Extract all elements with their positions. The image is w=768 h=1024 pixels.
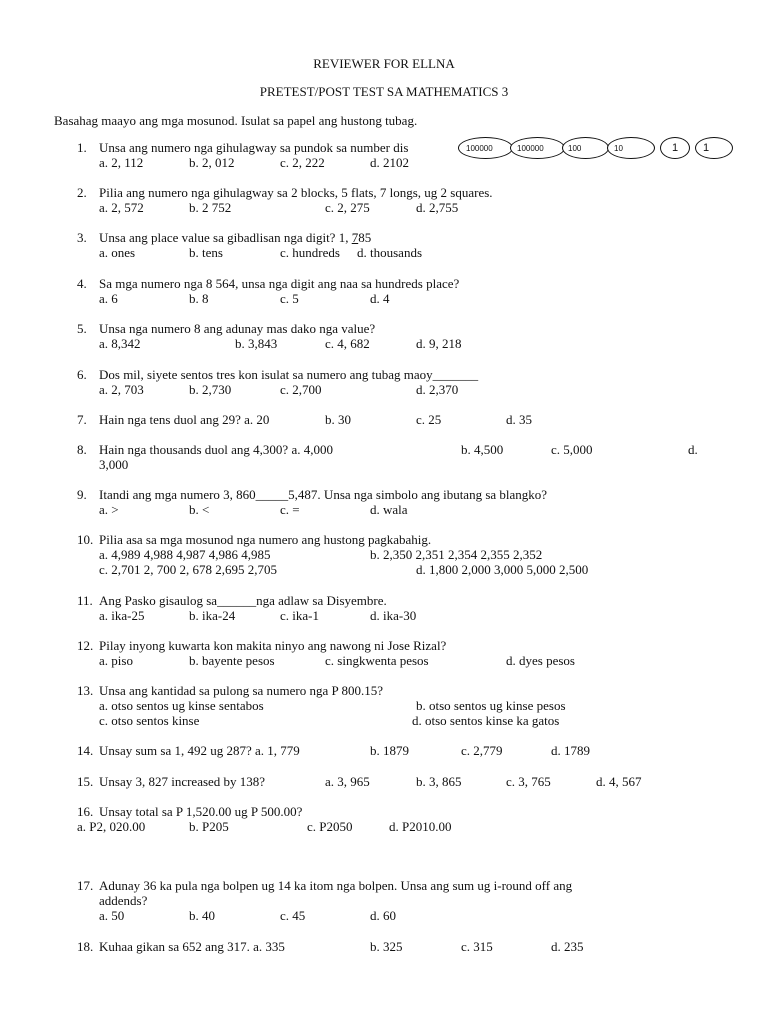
question-number: 9. [77,487,87,502]
question-number: 18. [77,939,94,954]
choice-a: a. 3, 965 [325,774,370,789]
instructions: Basahag maayo ang mga mosunod. Isulat sa papel ang hustong tubag. [54,113,418,128]
choice-c: c. 2, 222 [280,155,325,170]
choice-b: b. 30 [325,412,351,427]
choice-b: b. 3, 865 [416,774,462,789]
choice-a: a. 2, 112 [99,155,144,170]
choice-d: d. 2102 [370,155,409,170]
choice-b: b. tens [189,245,223,260]
choice-d: d. 2,755 [416,200,459,215]
choice-a: a. piso [99,653,133,668]
choice-b: b. 2, 012 [189,155,235,170]
choice-b: b. otso sentos ug kinse pesos [416,698,566,713]
question-text: Pilia ang numero nga gihulagway sa 2 blocks, 5 flats, 7 longs, ug 2 squares. [99,185,493,200]
choice-b: b. 1879 [370,743,409,758]
choice-d: d. 1789 [551,743,590,758]
number-disc: 1 [660,137,690,159]
choice-c: c. otso sentos kinse [99,713,200,728]
question-number: 3. [77,230,87,245]
number-disc: 1 [695,137,733,159]
number-disc: 10 [607,137,655,159]
choice-d: d. 235 [551,939,584,954]
choice-a: a. 8,342 [99,336,141,351]
choice-c: c. 315 [461,939,493,954]
choice-a: a. 2, 572 [99,200,144,215]
question-number: 13. [77,683,94,698]
number-disc: 100000 [458,137,513,159]
question-number: 4. [77,276,87,291]
choice-d: d. 60 [370,908,396,923]
question-number: 12. [77,638,94,653]
question-number: 16. [77,804,94,819]
choice-b: b. < [189,502,210,517]
choice-c: c. 5,000 [551,442,593,457]
choice-b: b. 8 [189,291,209,306]
choice-b: b. 2,350 2,351 2,354 2,355 2,352 [370,547,543,562]
choice-b: b. 325 [370,939,403,954]
question-number: 14. [77,743,94,758]
question-text: Unsa ang kantidad sa pulong sa numero nga P 800.15? [99,683,384,698]
choice-d-value: 3,000 [99,457,129,472]
choice-b: b. 4,500 [461,442,504,457]
choice-b: b. P205 [189,819,229,834]
choice-b: b. 2,730 [189,382,232,397]
document-subtitle: PRETEST/POST TEST SA MATHEMATICS 3 [259,84,509,99]
question-number: 8. [77,442,87,457]
choice-d: d. 35 [506,412,532,427]
choice-d: d. 9, 218 [416,336,462,351]
choice-d: d. 2,370 [416,382,459,397]
question-number: 6. [77,367,87,382]
question-number: 15. [77,774,94,789]
choice-c: c. 2,700 [280,382,322,397]
question-text: Sa mga numero nga 8 564, unsa nga digit ang naa sa hundreds place? [99,276,460,291]
question-text: Unsay total sa P 1,520.00 ug P 500.00? [99,804,303,819]
question-text: Adunay 36 ka pula nga bolpen ug 14 ka itom nga bolpen. Unsa ang sum ug i-round off ang [99,878,573,893]
choice-d: d. thousands [357,245,422,260]
choice-a: a. > [99,502,119,517]
choice-c: c. ika-1 [280,608,319,623]
choice-d: d. 4, 567 [596,774,642,789]
choice-c: c. singkwenta pesos [325,653,429,668]
question-text-continued: addends? [99,893,148,908]
choice-c: c. 5 [280,291,299,306]
choice-c: c. 3, 765 [506,774,551,789]
choice-c: c. 4, 682 [325,336,370,351]
question-number: 2. [77,185,87,200]
question-text: Unsay sum sa 1, 492 ug 287? a. 1, 779 [99,743,300,758]
question-text: Pilia asa sa mga mosunod nga numero ang hustong pagkabahig. [99,532,432,547]
choice-d: d. 4 [370,291,390,306]
question-number: 11. [77,593,93,608]
choice-c: c. P2050 [307,819,353,834]
choice-d: d. [688,442,698,457]
choice-b: b. 3,843 [235,336,278,351]
question-number: 17. [77,878,94,893]
choice-c: c. hundreds [280,245,340,260]
question-text: Pilay inyong kuwarta kon makita ninyo ang nawong ni Jose Rizal? [99,638,447,653]
question-number: 10. [77,532,94,547]
choice-d: d. 1,800 2,000 3,000 5,000 2,500 [416,562,589,577]
choice-a: a. 50 [99,908,125,923]
choice-a: a. ones [99,245,136,260]
choice-c: c. 2,701 2, 700 2, 678 2,695 2,705 [99,562,278,577]
question-text: Unsa ang place value sa gibadlisan nga digit? 1, 785 [99,230,372,245]
choice-d: d. otso sentos kinse ka gatos [412,713,560,728]
underlined-digit: 7 [351,230,359,245]
choice-c: c. 2,779 [461,743,503,758]
choice-c: c. 25 [416,412,442,427]
question-text: Unsay 3, 827 increased by 138? [99,774,266,789]
question-text: Hain nga tens duol ang 29? a. 20 [99,412,270,427]
choice-b: b. 40 [189,908,215,923]
choice-a: a. 2, 703 [99,382,144,397]
question-number: 7. [77,412,87,427]
question-text: Unsa nga numero 8 ang adunay mas dako nga value? [99,321,376,336]
choice-d: d. dyes pesos [506,653,575,668]
choice-b: b. bayente pesos [189,653,275,668]
choice-a: a. 4,989 4,988 4,987 4,986 4,985 [99,547,271,562]
choice-b: b. 2 752 [189,200,232,215]
number-disc: 100000 [510,137,565,159]
question-number: 5. [77,321,87,336]
choice-d: d. wala [370,502,408,517]
question-text: Unsa ang numero nga gihulagway sa pundok sa number dis [99,140,409,155]
question-text: Dos mil, siyete sentos tres kon isulat sa numero ang tubag maoy_______ [99,367,479,382]
choice-c: c. 45 [280,908,306,923]
choice-c: c. 2, 275 [325,200,370,215]
question-text: Ang Pasko gisaulog sa______nga adlaw sa Disyembre. [99,593,387,608]
choice-c: c. = [280,502,300,517]
choice-d: d. P2010.00 [389,819,452,834]
choice-a: a. otso sentos ug kinse sentabos [99,698,264,713]
question-text: Hain nga thousands duol ang 4,300? a. 4,000 [99,442,333,457]
question-text: Itandi ang mga numero 3, 860_____5,487. Unsa nga simbolo ang ibutang sa blangko? [99,487,548,502]
choice-a: a. ika-25 [99,608,145,623]
choice-a: a. 6 [99,291,118,306]
number-disc: 100 [562,137,609,159]
document-title: REVIEWER FOR ELLNA [313,56,455,71]
question-text: Kuhaa gikan sa 652 ang 317. a. 335 [99,939,285,954]
choice-a: a. P2, 020.00 [77,819,146,834]
question-number: 1. [77,140,87,155]
choice-b: b. ika-24 [189,608,236,623]
choice-d: d. ika-30 [370,608,417,623]
